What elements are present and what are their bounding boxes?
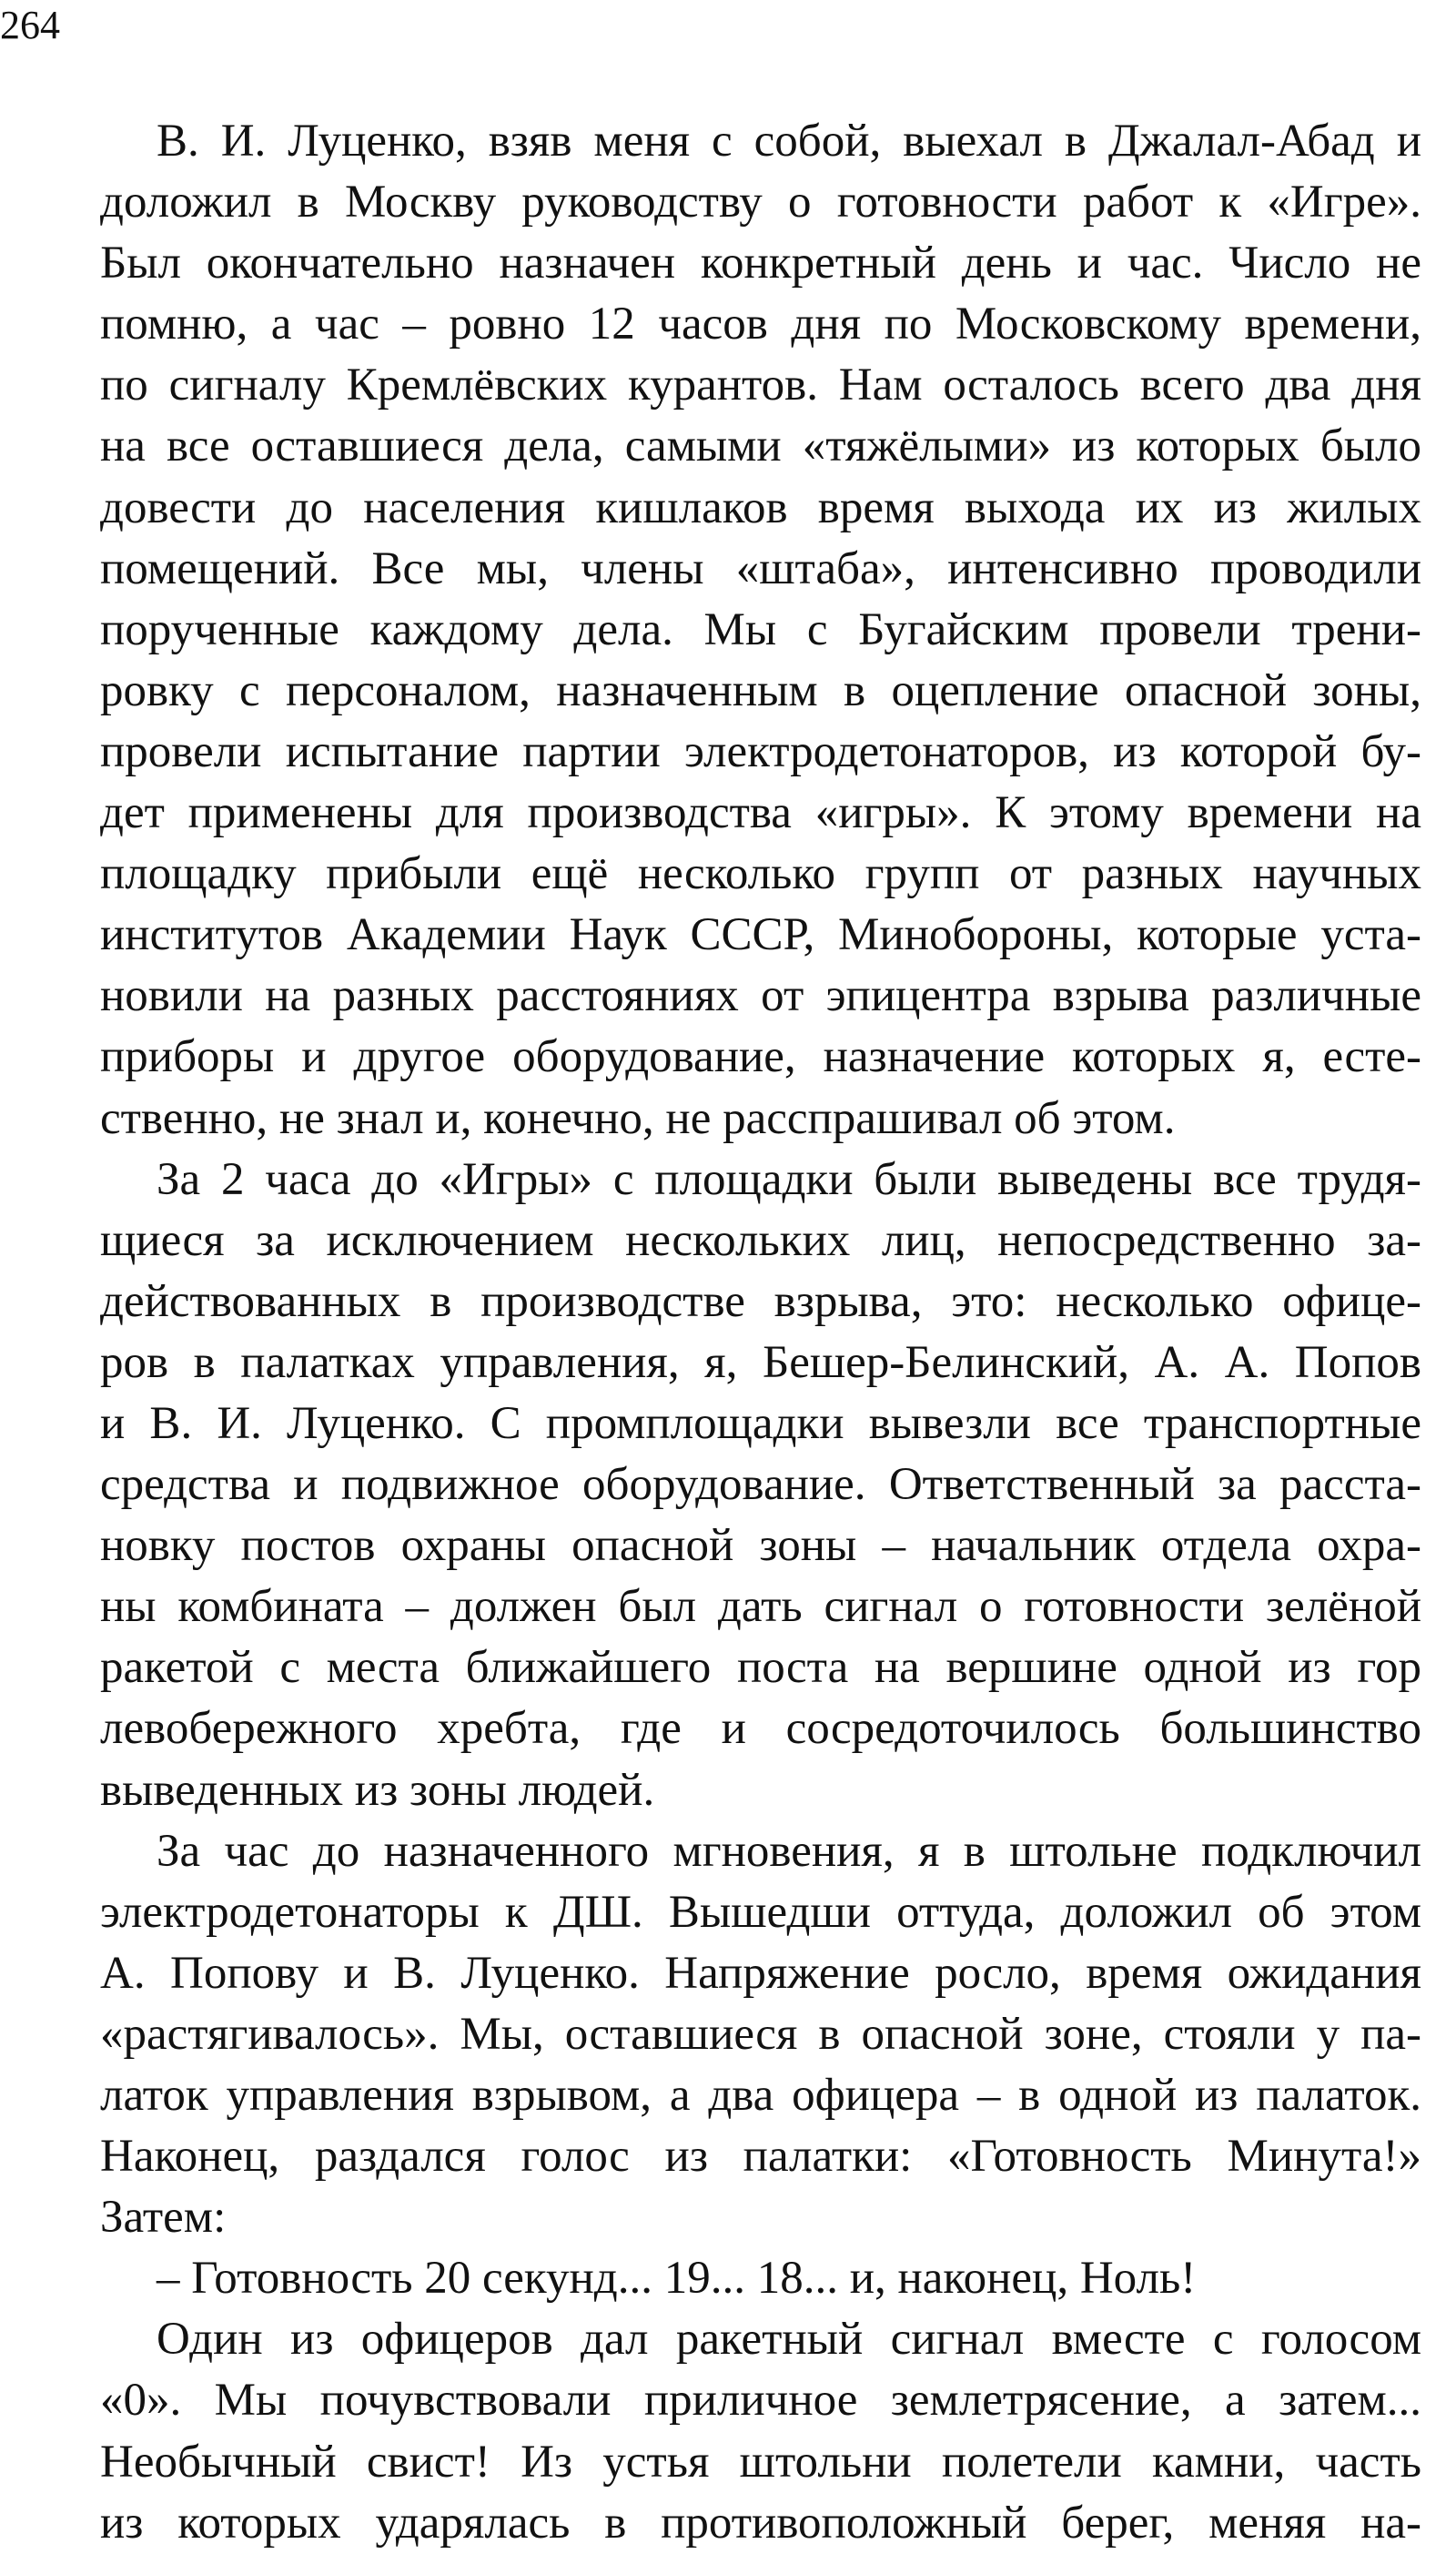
text-line: За 2 часа до «Игры» с площадки были выведены все трудя- — [157, 1153, 1421, 1205]
text-line: выведенных из зоны людей. — [100, 1764, 655, 1816]
text-line: Наконец, раздался голос из палатки: «Готовность Минута!» — [100, 2131, 1421, 2183]
paragraph — [44, 2248, 1421, 2309]
text-line: новку постов охраны опасной зоны – начальник отдела охра- — [100, 1520, 1421, 1572]
text-line: площадку прибыли ещё несколько групп от разных научных — [100, 848, 1421, 900]
text-line: средства и подвижное оборудование. Ответственный за расста- — [100, 1459, 1421, 1511]
text-line: электродетонаторы к ДШ. Вышедши оттуда, доложил об этом — [100, 1886, 1421, 1938]
text-line: порученные каждому дела. Мы с Бугайским провели трени- — [100, 603, 1421, 655]
text-line: и В. И. Луценко. С промплощадки вывезли все транспортные — [100, 1397, 1421, 1449]
text-line: ровку с персоналом, назначенным в оцепление опасной зоны, — [100, 664, 1421, 716]
page-number: 264 — [0, 3, 60, 47]
text-line: действованных в производстве взрыва, это: несколько офице- — [100, 1275, 1421, 1327]
text-line: институтов Академии Наук СССР, Минобороны, которые уста- — [100, 909, 1421, 961]
paragraph — [44, 2309, 1421, 2553]
text-line: «растягивалось». Мы, оставшиеся в опасной зоне, стояли у па- — [100, 2008, 1421, 2060]
text-line: Необычный свист! Из устья штольни полетели камни, часть — [100, 2436, 1421, 2488]
text-line: ров в палатках управления, я, Бешер-Белинский, А. А. Попов — [100, 1336, 1421, 1388]
text-line: приборы и другое оборудование, назначение которых я, есте- — [100, 1031, 1421, 1083]
paragraph — [44, 111, 1421, 1150]
text-line: щиеся за исключением нескольких лиц, непосредственно за- — [100, 1214, 1421, 1266]
text-line: провели испытание партии электродетонаторов, из которой бу- — [100, 725, 1421, 777]
text-line: ны комбината – должен был дать сигнал о готовности зелёной — [100, 1581, 1421, 1633]
text-line: новили на разных расстояниях от эпицентра взрыва различные — [100, 970, 1421, 1022]
text-line: ственно, не знал и, конечно, не расспрашивал об этом. — [100, 1092, 1176, 1144]
text-line: доложил в Москву руководству о готовности работ к «Игре». — [100, 177, 1421, 228]
text-line: дет применены для производства «игры». К этому времени на — [100, 787, 1421, 839]
text-line: Один из офицеров дал ракетный сигнал вместе с голосом — [157, 2314, 1421, 2366]
text-body — [44, 111, 1421, 2554]
text-line: – Готовность 20 секунд... 19... 18... и, наконец, Ноль! — [157, 2253, 1197, 2305]
text-line: по сигналу Кремлёвских курантов. Нам осталось всего два дня — [100, 360, 1421, 411]
text-line: помню, а час – ровно 12 часов дня по Московскому времени, — [100, 299, 1421, 350]
text-line: из которых ударялась в противоположный берег, меняя на- — [100, 2497, 1421, 2549]
text-line: Был окончательно назначен конкретный день и час. Число не — [100, 238, 1421, 289]
text-line: А. Попову и В. Луценко. Напряжение росло, время ожидания — [100, 1947, 1421, 1999]
text-line: В. И. Луценко, взяв меня с собой, выехал в Джалал-Абад и — [157, 116, 1421, 167]
text-line: Затем: — [100, 2192, 227, 2244]
paragraph — [44, 1150, 1421, 1821]
text-line: помещений. Все мы, члены «штаба», интенсивно проводили — [100, 542, 1421, 594]
paragraph — [44, 1821, 1421, 2249]
text-line: левобережного хребта, где и сосредоточилось большинство — [100, 1703, 1421, 1755]
text-line: довести до населения кишлаков время выхода их из жилых — [100, 481, 1421, 533]
text-line: «0». Мы почувствовали приличное землетрясение, а затем... — [100, 2375, 1421, 2427]
text-line: За час до назначенного мгновения, я в штольне подключил — [157, 1825, 1421, 1877]
text-line: латок управления взрывом, а два офицера – в одной из палаток. — [100, 2070, 1421, 2121]
text-line: ракетой с места ближайшего поста на вершине одной из гор — [100, 1642, 1421, 1694]
text-line: на все оставшиеся дела, самыми «тяжёлыми» из которых было — [100, 421, 1421, 472]
